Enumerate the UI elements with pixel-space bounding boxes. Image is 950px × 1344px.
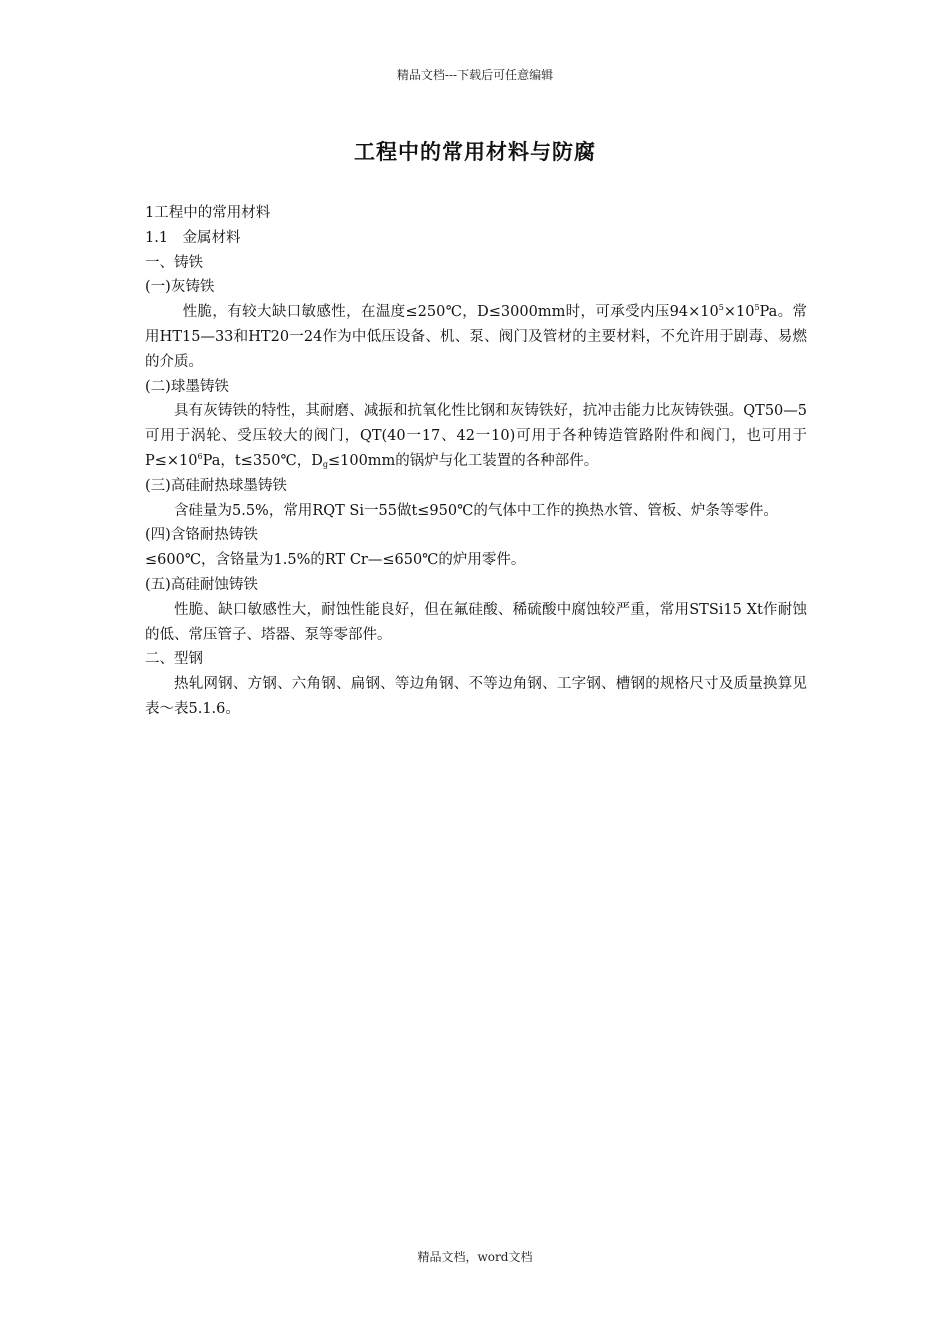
paragraph-ductile-iron: 具有灰铸铁的特性，其耐磨、减振和抗氧化性比钢和灰铸铁好，抗冲击能力比灰铸铁强。QT50—5可用于涡轮、受压较大的阀门，QT(40一17、42一10)可用于各种铸造管路附件和阀门，也可用于$P\le\times 10^6Pa$，t≤350℃，$D_g\le 100mm$的锅炉与化工装置的各种部件。 — [145, 403, 807, 469]
subsection-ductile-iron: (二)球墨铸铁 — [145, 378, 229, 395]
paragraph-gray-iron: 性脆，有较大缺口敏感性，在温度≤250℃，D≤3000mm时，可承受内压$94\times 10^5\times 10^5Pa$。常用HT15—33和HT20一24作为中低压设备、机、泵、阀门及管材的主要材料，不允许用于剧毒、易燃的介质。 — [145, 303, 807, 370]
subsection-cr-heat-iron: (四)含铬耐热铸铁 — [145, 527, 258, 544]
page-footer: 精品文档，word文档 — [417, 1250, 533, 1264]
page-header: 精品文档---下载后可任意编辑 — [396, 68, 554, 82]
paragraph-high-si-corrosion-iron: 性脆、缺口敏感性大，耐蚀性能良好，但在氟硅酸、稀硫酸中腐蚀较严重，常用STSi15 Xt作耐蚀的低、常压管子、塔器、泵等零部件。 — [145, 601, 807, 643]
subsection-high-si-corrosion-iron: (五)高硅耐蚀铸铁 — [145, 576, 258, 593]
paragraph-high-si-heat-iron: 含硅量为5.5%，常用RQT Si一55做t≤950℃的气体中工作的换热水管、管板、炉条等零件。 — [174, 502, 778, 519]
subsection-high-si-heat-iron: (三)高硅耐热球墨铸铁 — [145, 477, 287, 494]
heading-1: 1工程中的常用材料 — [145, 205, 271, 221]
subsection-gray-iron: (一)灰铸铁 — [145, 279, 215, 296]
section-steel-sections: 二、型钢 — [145, 651, 203, 668]
document-body — [145, 201, 807, 722]
heading-1-1: 1.1 金属材料 — [145, 229, 241, 246]
section-cast-iron: 一、铸铁 — [145, 254, 203, 271]
paragraph-steel-sections: 热轧网钢、方钢、六角钢、扁钢、等边角钢、不等边角钢、工字钢、槽钢的规格尺寸及质量换算见表～表5.1.6。 — [145, 676, 807, 717]
page-title: 工程中的常用材料与防腐 — [354, 139, 596, 164]
paragraph-cr-heat-iron: ≤600℃，含铬量为1.5%的RT Cr—≤650℃的炉用零件。 — [145, 552, 526, 569]
